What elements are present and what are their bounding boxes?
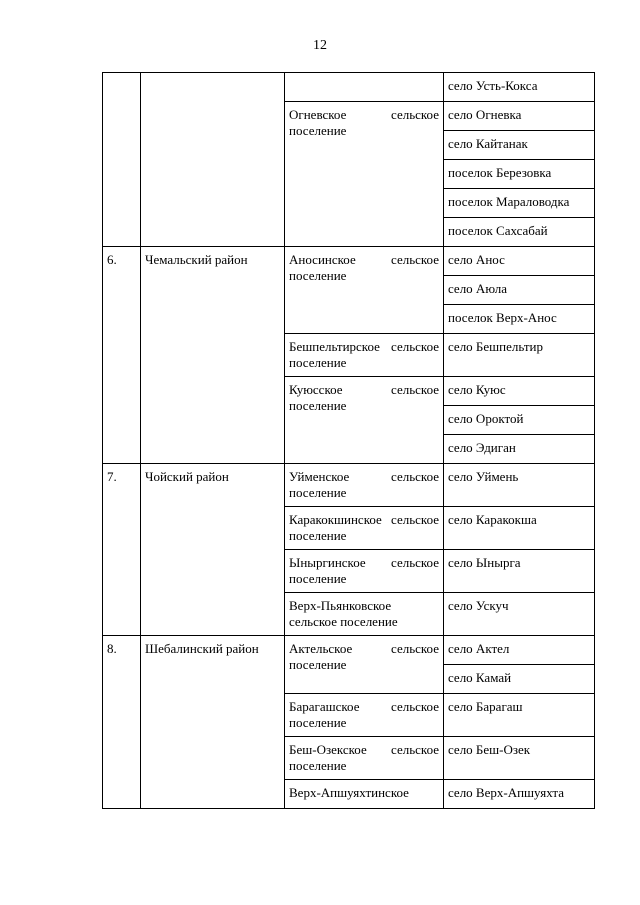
village-cell: село Кайтанак (444, 131, 595, 160)
village-cell: село Беш-Озек (444, 737, 595, 780)
settlement-cell (285, 73, 444, 102)
village-cell: село Огневка (444, 102, 595, 131)
settlement-cell: Барагашское сельское поселение (285, 694, 444, 737)
settlement-cell: Аносинское сельское поселение (285, 247, 444, 334)
settlement-cell: Бешпельтирское сельское поселение (285, 334, 444, 377)
settlement-cell: Каракокшинское сельское поселение (285, 507, 444, 550)
village-cell: село Уймень (444, 464, 595, 507)
district-cell: Чойский район (141, 464, 285, 636)
settlement-cell: Верх-Апшуяхтинское (285, 780, 444, 809)
row-number-cell: 6. (103, 247, 141, 464)
village-cell: село Куюс (444, 377, 595, 406)
settlement-cell: Огневское сельское поселение (285, 102, 444, 247)
table-body (103, 73, 595, 809)
settlement-cell: Уйменское сельское поселение (285, 464, 444, 507)
settlement-cell: Куюсское сельское поселение (285, 377, 444, 464)
village-cell: поселок Сахсабай (444, 218, 595, 247)
village-cell: село Камай (444, 665, 595, 694)
village-cell: село Анос (444, 247, 595, 276)
village-cell: село Барагаш (444, 694, 595, 737)
village-cell: поселок Мараловодка (444, 189, 595, 218)
village-cell: село Аюла (444, 276, 595, 305)
settlement-cell: Беш-Озекское сельское поселение (285, 737, 444, 780)
village-cell: поселок Березовка (444, 160, 595, 189)
village-cell: село Каракокша (444, 507, 595, 550)
village-cell: село Ороктой (444, 406, 595, 435)
village-cell: поселок Верх-Анос (444, 305, 595, 334)
village-cell: село Актел (444, 636, 595, 665)
settlement-cell: Актельское сельское поселение (285, 636, 444, 694)
row-number-cell: 8. (103, 636, 141, 809)
village-cell: село Усть-Кокса (444, 73, 595, 102)
village-cell: село Эдиган (444, 435, 595, 464)
table-row (103, 464, 595, 507)
district-cell: Шебалинский район (141, 636, 285, 809)
village-cell: село Верх-Апшуяхта (444, 780, 595, 809)
table-row (103, 636, 595, 665)
row-number-cell: 7. (103, 464, 141, 636)
village-cell: село Ынырга (444, 550, 595, 593)
table-row (103, 247, 595, 276)
district-cell: Чемальский район (141, 247, 285, 464)
village-cell: село Бешпельтир (444, 334, 595, 377)
settlements-table (102, 72, 595, 809)
settlement-cell: Верх-Пьянковское сельское поселение (285, 593, 444, 636)
settlement-cell: Ыныргинское сельское поселение (285, 550, 444, 593)
table-row (103, 73, 595, 102)
district-cell (141, 73, 285, 247)
village-cell: село Ускуч (444, 593, 595, 636)
row-number-cell (103, 73, 141, 247)
page-number: 12 (313, 38, 327, 53)
